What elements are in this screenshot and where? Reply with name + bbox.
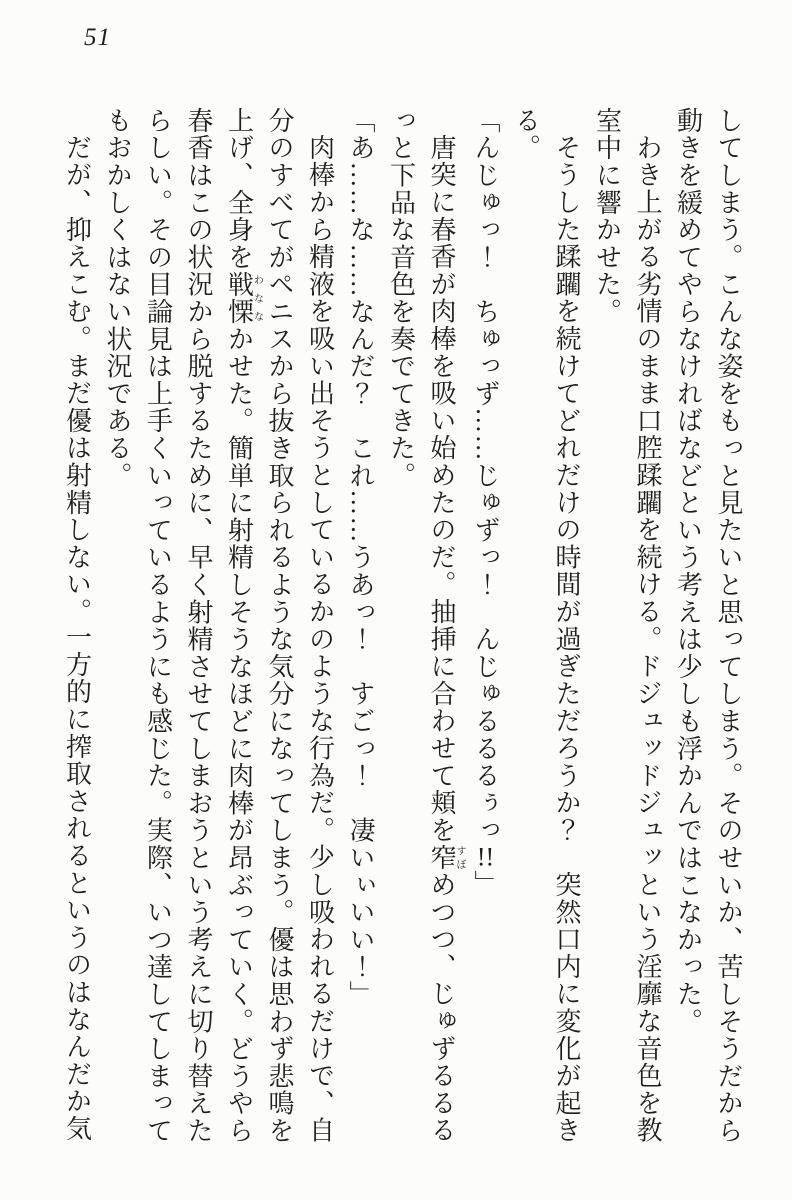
- text-segment: [72, 612, 83, 623]
- paragraph: 唐突に春香が肉棒を吸い始めたのだ。抽挿に合わせて頬を窄すぼめつつ、じゅずるるるっと下品な音色を奏でてきた。: [386, 107, 465, 1145]
- paragraph: 肉棒から精液を吸い出そうとしているかのような行為だ。少し吸われるだけで、自分のすべてがペニスから抜き取られるような気分になってしまう。優は思わず悲鳴を上げ、全身を戦慄わななかせた。簡単に射精しそうなほどに肉棒が昂ぶっていく。どうやら春香はこの状況から脱するために、早く射精させてしまおうという考えに切り替えたらしい。その目論見は上手くいっているようにも感じた。実際、いつ達してしまってもおかしくはない状況である。: [103, 107, 335, 1145]
- furigana-annotated-word: 窄すぼ: [427, 843, 465, 872]
- text-segment: !!: [476, 844, 495, 871]
- paragraph: だが、抑えこむ。まだ優は射精しない。 一方的に搾取されるというのはなんだか気: [62, 134, 92, 1143]
- paragraph: 「んじゅっ！ ちゅっず……じゅずっ！ んじゅるるるぅっ!!」: [471, 107, 500, 898]
- page-text: [56, 107, 748, 1158]
- paragraph: 「あ……な……なんだ？ これ……うあっ！ すごっ！ 凄いぃいい！」: [346, 107, 375, 1008]
- furigana-annotated-word: 戦慄わなな: [224, 270, 263, 326]
- paragraph: わき上がる劣情のまま口腔蹂躙を続ける。ドジュッドジュッという淫靡な音色を教室中に響かせた。: [592, 107, 662, 1145]
- paragraph: そうした蹂躙を続けてどれだけの時間が過ぎただろうか？ 突然口内に変化が起きる。: [511, 107, 581, 1145]
- paragraph: してしまう。こんな姿をもっと見たいと思ってしまう。そのせいか、苦しそうだから動きを緩めてやらなければなどという考えは少しも浮かんではこなかった。: [673, 107, 743, 1145]
- page-number: 51: [84, 24, 111, 51]
